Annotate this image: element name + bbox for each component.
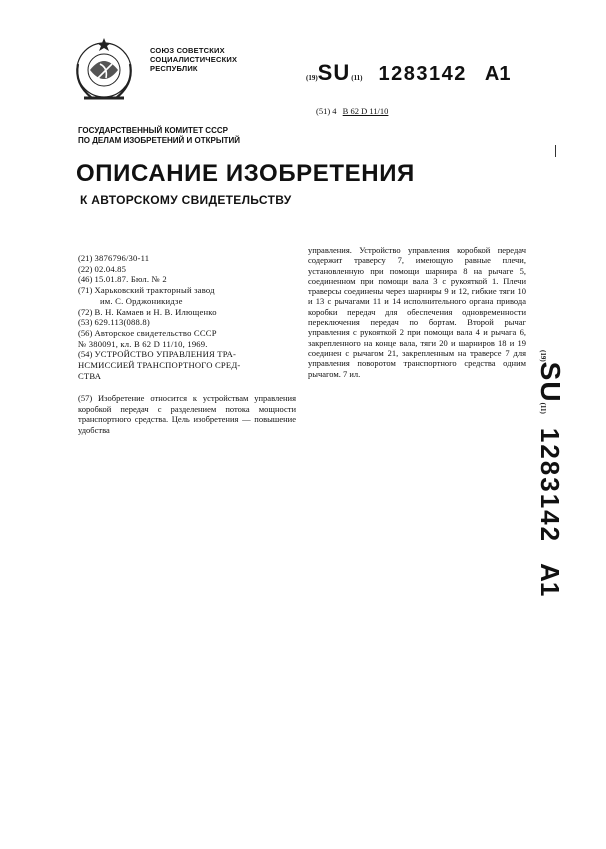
biblio-entry: (54) УСТРОЙСТВО УПРАВЛЕНИЯ ТРА-	[78, 349, 237, 360]
biblio-entry: № 380091, кл. В 62 D 11/10, 1969.	[78, 338, 208, 349]
abstract-left-column: (57) Изобретение относится к устройствам управления коробкой передач с разделением потока мощности транспортного средства. Цель изобретения — повышение удобства	[78, 393, 296, 435]
committee-line: ГОСУДАРСТВЕННЫЙ КОМИТЕТ СССР	[78, 126, 228, 135]
document-title: ОПИСАНИЕ ИЗОБРЕТЕНИЯ	[76, 160, 415, 187]
union-line: РЕСПУБЛИК	[150, 64, 198, 73]
abstract-right-column: управления. Устройство управления коробкой передач содержит траверсу 7, имеющую равные плечи, установленную при помощи шарнира 8 на рычаге 5, соединенном при помощи вала 3 с рукояткой 1. Плечи траверсы соединены через шарниры 9 и 12, гибкие тяги 10 и 13 с рычагами 11 и 14 исполнительного органа привода коробки передач для обеспечения одновременности переключения передач по бортам. Второй рычаг управления с рукояткой 2 при помощи вала 4 и рычага 6, закрепленного на конце вала, тяги 20 и шарниров 18 и 19 соединен с рычагом 21, закрепленным на траверсе 7 для управления поворотом транспортного средства одним рычагом. 7 ил.	[308, 245, 526, 379]
patent-kind: A1	[484, 63, 511, 85]
biblio-entry: (56) Авторское свидетельство СССР	[78, 327, 217, 338]
country-code: (19)	[306, 74, 318, 82]
ipc-code: (51) 4	[316, 106, 337, 116]
biblio-entry: (72) В. Н. Камаев и Н. В. Илющенко	[78, 306, 217, 317]
bibliographic-data	[78, 253, 296, 381]
union-line: СОЮЗ СОВЕТСКИХ	[150, 46, 225, 55]
ussr-emblem-icon	[70, 34, 138, 106]
side-country: SU	[535, 361, 566, 403]
committee-line: ПО ДЕЛАМ ИЗОБРЕТЕНИЙ И ОТКРЫТИЙ	[78, 136, 241, 145]
margin-mark	[555, 145, 556, 157]
biblio-entry: (53) 629.113(088.8)	[78, 317, 150, 328]
country: SU	[317, 60, 351, 85]
side-country-code: (19)	[539, 350, 547, 362]
side-patent-kind: A1	[535, 563, 565, 597]
union-header	[150, 46, 237, 73]
side-patent-number: 1283142	[535, 427, 565, 544]
union-line: СОЦИАЛИСТИЧЕСКИХ	[150, 55, 238, 64]
side-number-code: (11)	[539, 402, 547, 414]
patent-number: 1283142	[378, 63, 467, 85]
ipc-classification	[316, 106, 388, 116]
biblio-entry: (46) 15.01.87. Бюл. № 2	[78, 274, 167, 285]
biblio-entry: (22) 02.04.85	[78, 263, 127, 274]
ipc-class: В 62 D 11/10	[342, 106, 389, 116]
biblio-entry: СТВА	[78, 370, 102, 381]
biblio-entry: НСМИССИЕЙ ТРАНСПОРТНОГО СРЕД-	[78, 360, 241, 371]
biblio-entry: (21) 3876796/30-11	[78, 253, 150, 263]
biblio-entry: (71) Харьковский тракторный завод	[78, 285, 215, 296]
document-subtitle: К АВТОРСКОМУ СВИДЕТЕЛЬСТВУ	[80, 193, 292, 207]
biblio-entry: им. С. Орджоникидзе	[100, 295, 183, 306]
side-patent-number	[534, 350, 566, 596]
patent-number-block	[306, 60, 510, 86]
committee-header	[78, 126, 240, 146]
number-code: (11)	[351, 74, 363, 82]
